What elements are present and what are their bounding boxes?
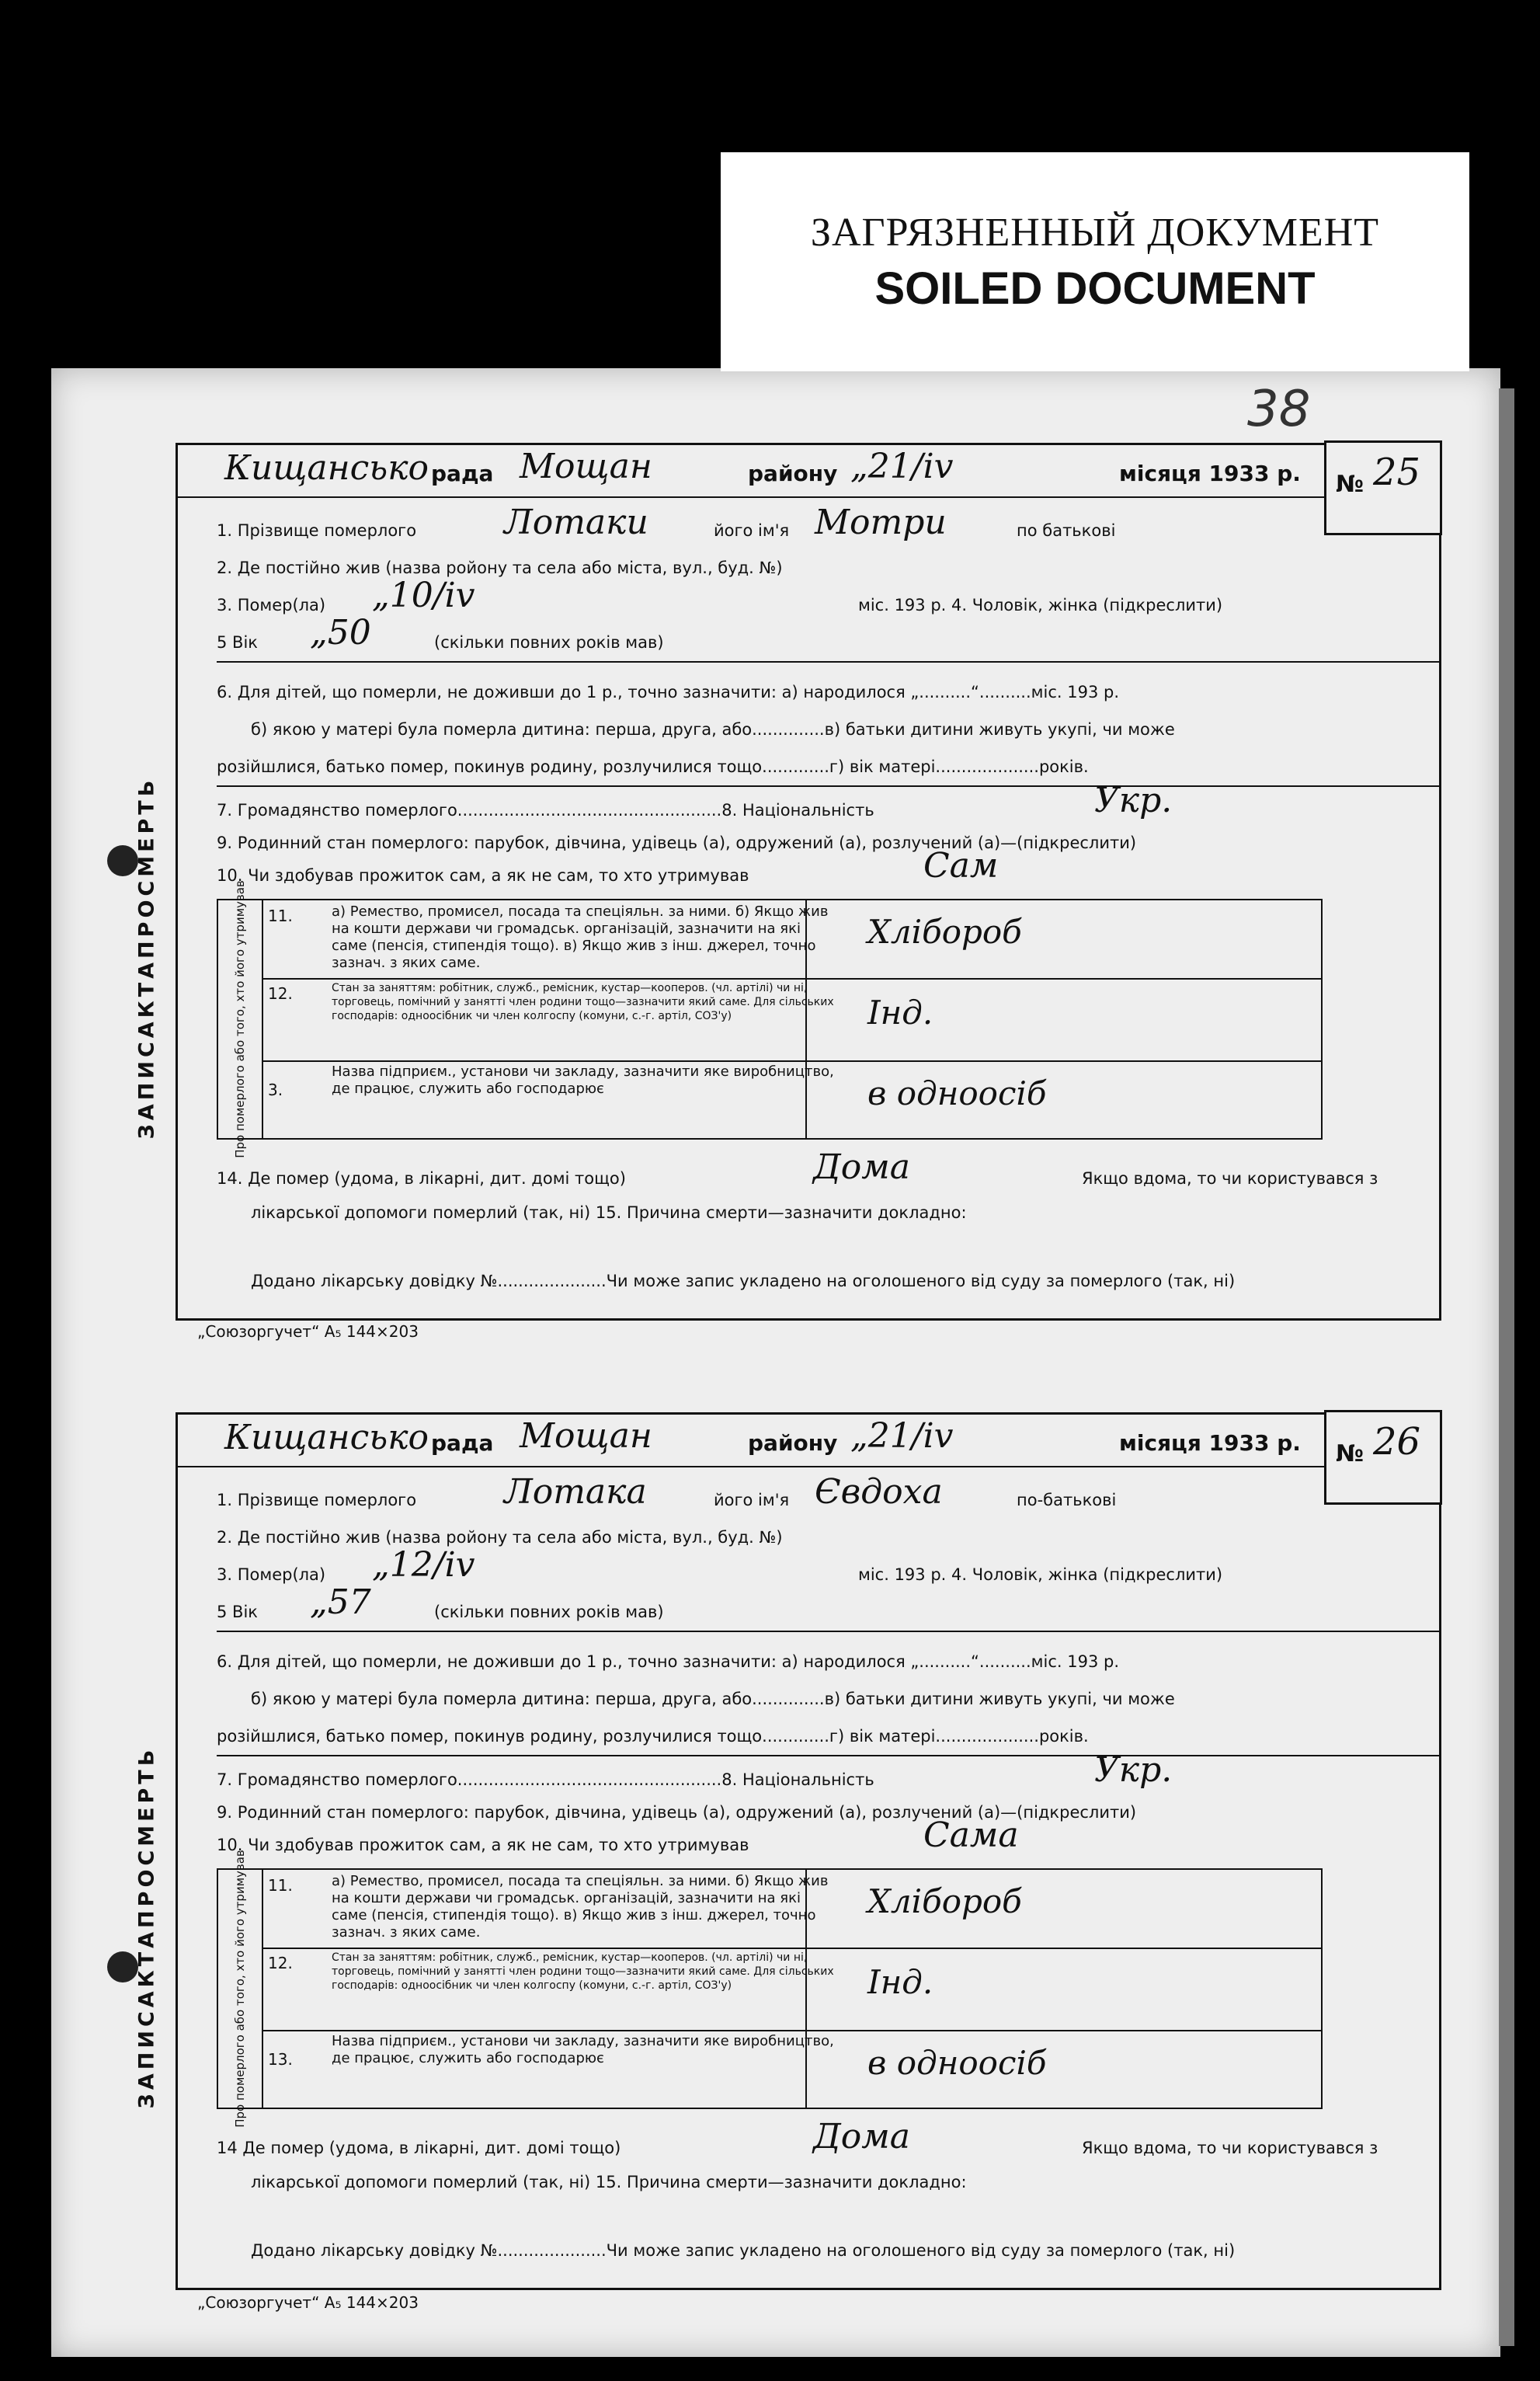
line-6b: б) якою у матері була померла дитина: перша, друга, або..............в) батьки дитини живуть укупі, чи може	[251, 1690, 1175, 1708]
line-6a: 6. Для дітей, що померли, не доживши до 1 р., точно зазначити: а) народилося „..........“..........міс. 193 р.	[217, 683, 1119, 701]
side-title-text: ЗАПИСАКТАПРОСМЕРТЬ	[134, 1746, 159, 2109]
row-number: 13.	[268, 2050, 293, 2069]
row-12-text: Стан за заняттям: робітник, служб., ремісник, кустар—кооперов. (чл. артілі) чи ні, торговець, помічний у занятті член родини тощо—зазначити який саме. Для сільських господарів: одноосібник чи член колгоспу (комуни, с.-г. артіл, СОЗ'у)	[332, 982, 834, 1022]
divider	[217, 1631, 1439, 1632]
rayon-label: району	[748, 1430, 838, 1456]
hw-died-date: „10/iv	[372, 576, 475, 615]
name-label: його ім'я	[714, 1491, 790, 1509]
line-10: 10. Чи здобував прожиток сам, а як не сам, то хто утримував	[217, 1836, 749, 1854]
row-11	[262, 1870, 1321, 1949]
died-label: 3. Помер(ла)	[217, 1565, 326, 1584]
line-10: 10. Чи здобував прожиток сам, а як не сам, то хто утримував	[217, 866, 749, 885]
line-1	[217, 1491, 416, 1509]
line-14b: Якщо вдома, то чи користувався з	[1082, 1169, 1378, 1188]
patronymic-label: по батькові	[1017, 521, 1116, 540]
line-3	[217, 596, 325, 614]
line-6c: розійшлися, батько помер, покинув родину, розлучилися тощо.............г) вік матері....................років.	[217, 1727, 1089, 1746]
hw-place: Дома	[813, 2117, 910, 2156]
hw-number: 25	[1373, 451, 1421, 494]
hw-status: Інд.	[867, 1963, 933, 2001]
sheet-edge	[1499, 388, 1514, 2346]
age-note: (скільки повних років мав)	[434, 633, 664, 652]
number-label: №	[1336, 1440, 1364, 1467]
column-separator	[805, 1870, 807, 2108]
hw-name: Євдоха	[815, 1472, 943, 1512]
row-number: 11.	[268, 1876, 293, 1895]
line-14c: лікарської допомоги померлий (так, ні) 15. Причина смерти—зазначити докладно:	[251, 2173, 967, 2191]
line-3	[217, 1565, 325, 1584]
row-13-text: Назва підприєм., установи чи закладу, зазначити яке виробництво, де працює, служить або господарює	[332, 1063, 834, 1097]
line-6b: б) якою у матері була померла дитина: перша, друга, або..............в) батьки дитини живуть укупі, чи може	[251, 720, 1175, 739]
occupation-side	[218, 1850, 263, 2128]
line-7: 7. Громадянство померлого...................................................8. Національність	[217, 1770, 874, 1789]
hw-place: Дома	[813, 1147, 910, 1187]
hw-status: Інд.	[867, 994, 933, 1032]
rada-label: рада	[431, 1430, 494, 1456]
column-separator	[805, 900, 807, 1138]
hw-surname: Лотака	[504, 1472, 647, 1512]
label-russian: ЗАГРЯЗНЕННЫЙ ДОКУМЕНТ	[810, 211, 1380, 255]
hw-enterprise: в одноосіб	[867, 1074, 1047, 1112]
line-7: 7. Громадянство померлого...................................................8. Національність	[217, 801, 874, 820]
side-title-text: ЗАПИСАКТАПРОСМЕРТЬ	[134, 776, 159, 1140]
death-record-form-1	[134, 443, 1441, 1321]
occupation-side	[218, 880, 263, 1158]
hw-occupation: Хлібороб	[867, 1882, 1022, 1920]
line-16: Додано лікарську довідку №.....................Чи може запис укладено на оголошеного від суду за померлого (так, ні)	[251, 1272, 1236, 1290]
divider	[217, 661, 1439, 663]
side-title	[123, 1632, 170, 2223]
row-12	[262, 1948, 1321, 2031]
row-number: 12.	[268, 1954, 293, 1972]
line-14: 14 Де помер (удома, в лікарні, дит. домі тощо)	[217, 2139, 621, 2157]
hw-name: Мотри	[815, 503, 947, 542]
number-label: №	[1336, 471, 1364, 498]
row-11-text: а) Ремество, промисел, посада та спеціяльн. за ними. б) Якщо жив на кошти держави чи громадськ. організацій, зазначити на які саме (пенсія, стипендія тощо). в) Якщо жив з інш. джерел, точно зазнач. з яких саме.	[332, 903, 829, 971]
row-number: 3.	[268, 1081, 283, 1099]
line-14c: лікарської допомоги померлий (так, ні) 15. Причина смерти—зазначити докладно:	[251, 1203, 967, 1222]
hw-died-date: „12/iv	[372, 1545, 475, 1585]
row-13-text: Назва підприєм., установи чи закладу, зазначити яке виробництво, де працює, служить або господарює	[332, 2033, 834, 2066]
month-label: місяця 1933 р.	[1119, 1430, 1301, 1456]
soiled-label-card	[721, 152, 1469, 371]
row-11	[262, 900, 1321, 980]
death-record-form-2	[134, 1412, 1441, 2290]
surname-label: 1. Прізвище померлого	[217, 1491, 417, 1509]
line-3b: міс. 193 р. 4. Чоловік, жінка (підкреслити)	[858, 1565, 1223, 1584]
row-13	[262, 1060, 1321, 1137]
hw-rayon: Мощан	[520, 447, 652, 486]
line-6c: розійшлися, батько помер, покинув родину, розлучилися тощо.............г) вік матері....................років.	[217, 757, 1089, 776]
row-13	[262, 2030, 1321, 2106]
footer-2: „Союзоргучет“ А₅ 144×203	[197, 2293, 419, 2312]
hw-age: „50	[310, 613, 371, 653]
row-number: 11.	[268, 907, 293, 925]
line-5	[217, 1603, 258, 1621]
hw-support: Сама	[923, 1815, 1019, 1855]
row-12-text: Стан за заняттям: робітник, служб., ремісник, кустар—кооперов. (чл. артілі) чи ні, торговець, помічний у занятті член родини тощо—зазначити який саме. Для сільських господарів: одноосібник чи член колгоспу (комуни, с.-г. артіл, СОЗ'у)	[332, 1951, 834, 1992]
line-1	[217, 521, 416, 540]
divider	[217, 785, 1439, 787]
hw-rada: Кищансько	[224, 1418, 429, 1457]
hw-enterprise: в одноосіб	[867, 2044, 1047, 2082]
record-number-box	[1324, 1410, 1442, 1505]
form-header	[178, 445, 1439, 498]
hw-nationality: Укр.	[1094, 1750, 1173, 1790]
died-label: 3. Помер(ла)	[217, 596, 326, 614]
age-note: (скільки повних років мав)	[434, 1603, 664, 1621]
footer-1: „Союзоргучет“ А₅ 144×203	[197, 1322, 419, 1341]
name-label: його ім'я	[714, 521, 790, 540]
line-6a: 6. Для дітей, що померли, не доживши до 1 р., точно зазначити: а) народилося „..........“..........міс. 193 р.	[217, 1652, 1119, 1671]
rayon-label: району	[748, 461, 838, 486]
occupation-box	[217, 1850, 1323, 2128]
record-number-box	[1324, 440, 1442, 535]
hw-rayon: Мощан	[520, 1416, 652, 1456]
occupation-box	[217, 880, 1323, 1158]
rada-label: рада	[431, 461, 494, 486]
occupation-side-text: Про померлого або того, хто його утримував	[233, 880, 247, 1158]
hw-occupation: Хлібороб	[867, 913, 1022, 951]
surname-label: 1. Прізвище померлого	[217, 521, 417, 540]
page-number: 38	[1247, 381, 1311, 438]
hw-rada: Кищансько	[224, 448, 429, 488]
hw-number: 26	[1373, 1420, 1421, 1464]
occupation-side-text: Про померлого або того, хто його утримував	[233, 1850, 247, 2128]
hw-support: Сам	[923, 846, 999, 886]
line-2: 2. Де постійно жив (назва ройону та села або міста, вул., буд. №)	[217, 1528, 783, 1547]
patronymic-label: по-батькові	[1017, 1491, 1117, 1509]
line-3b: міс. 193 р. 4. Чоловік, жінка (підкреслити)	[858, 596, 1223, 614]
age-label: 5 Вік	[217, 1603, 258, 1621]
row-11-text: а) Ремество, промисел, посада та спеціяльн. за ними. б) Якщо жив на кошти держави чи громадськ. організацій, зазначити на які саме (пенсія, стипендія тощо). в) Якщо жив з інш. джерел, точно зазнач. з яких саме.	[332, 1873, 829, 1941]
hw-surname: Лотаки	[504, 503, 648, 542]
row-number: 12.	[268, 984, 293, 1003]
hw-nationality: Укр.	[1094, 781, 1173, 820]
hw-date: „21/iv	[850, 1416, 954, 1456]
line-9: 9. Родинний стан померлого: парубок, дівчина, удівець (а), одружений (а), розлучений (а)—(підкреслити)	[217, 1803, 1137, 1822]
line-16: Додано лікарську довідку №.....................Чи може запис укладено на оголошеного від суду за померлого (так, ні)	[251, 2241, 1236, 2260]
row-12	[262, 978, 1321, 1062]
divider	[217, 1755, 1439, 1756]
line-5	[217, 633, 258, 652]
hw-date: „21/iv	[850, 447, 954, 486]
side-title	[123, 663, 170, 1253]
line-2: 2. Де постійно жив (назва ройону та села або міста, вул., буд. №)	[217, 559, 783, 577]
age-label: 5 Вік	[217, 633, 258, 652]
label-english: SOILED DOCUMENT	[874, 263, 1316, 314]
month-label: місяця 1933 р.	[1119, 461, 1301, 486]
line-14b: Якщо вдома, то чи користувався з	[1082, 2139, 1378, 2157]
hw-age: „57	[310, 1582, 371, 1622]
form-header	[178, 1415, 1439, 1467]
line-14: 14. Де помер (удома, в лікарні, дит. домі тощо)	[217, 1169, 626, 1188]
line-9: 9. Родинний стан померлого: парубок, дівчина, удівець (а), одружений (а), розлучений (а)—(підкреслити)	[217, 834, 1137, 852]
